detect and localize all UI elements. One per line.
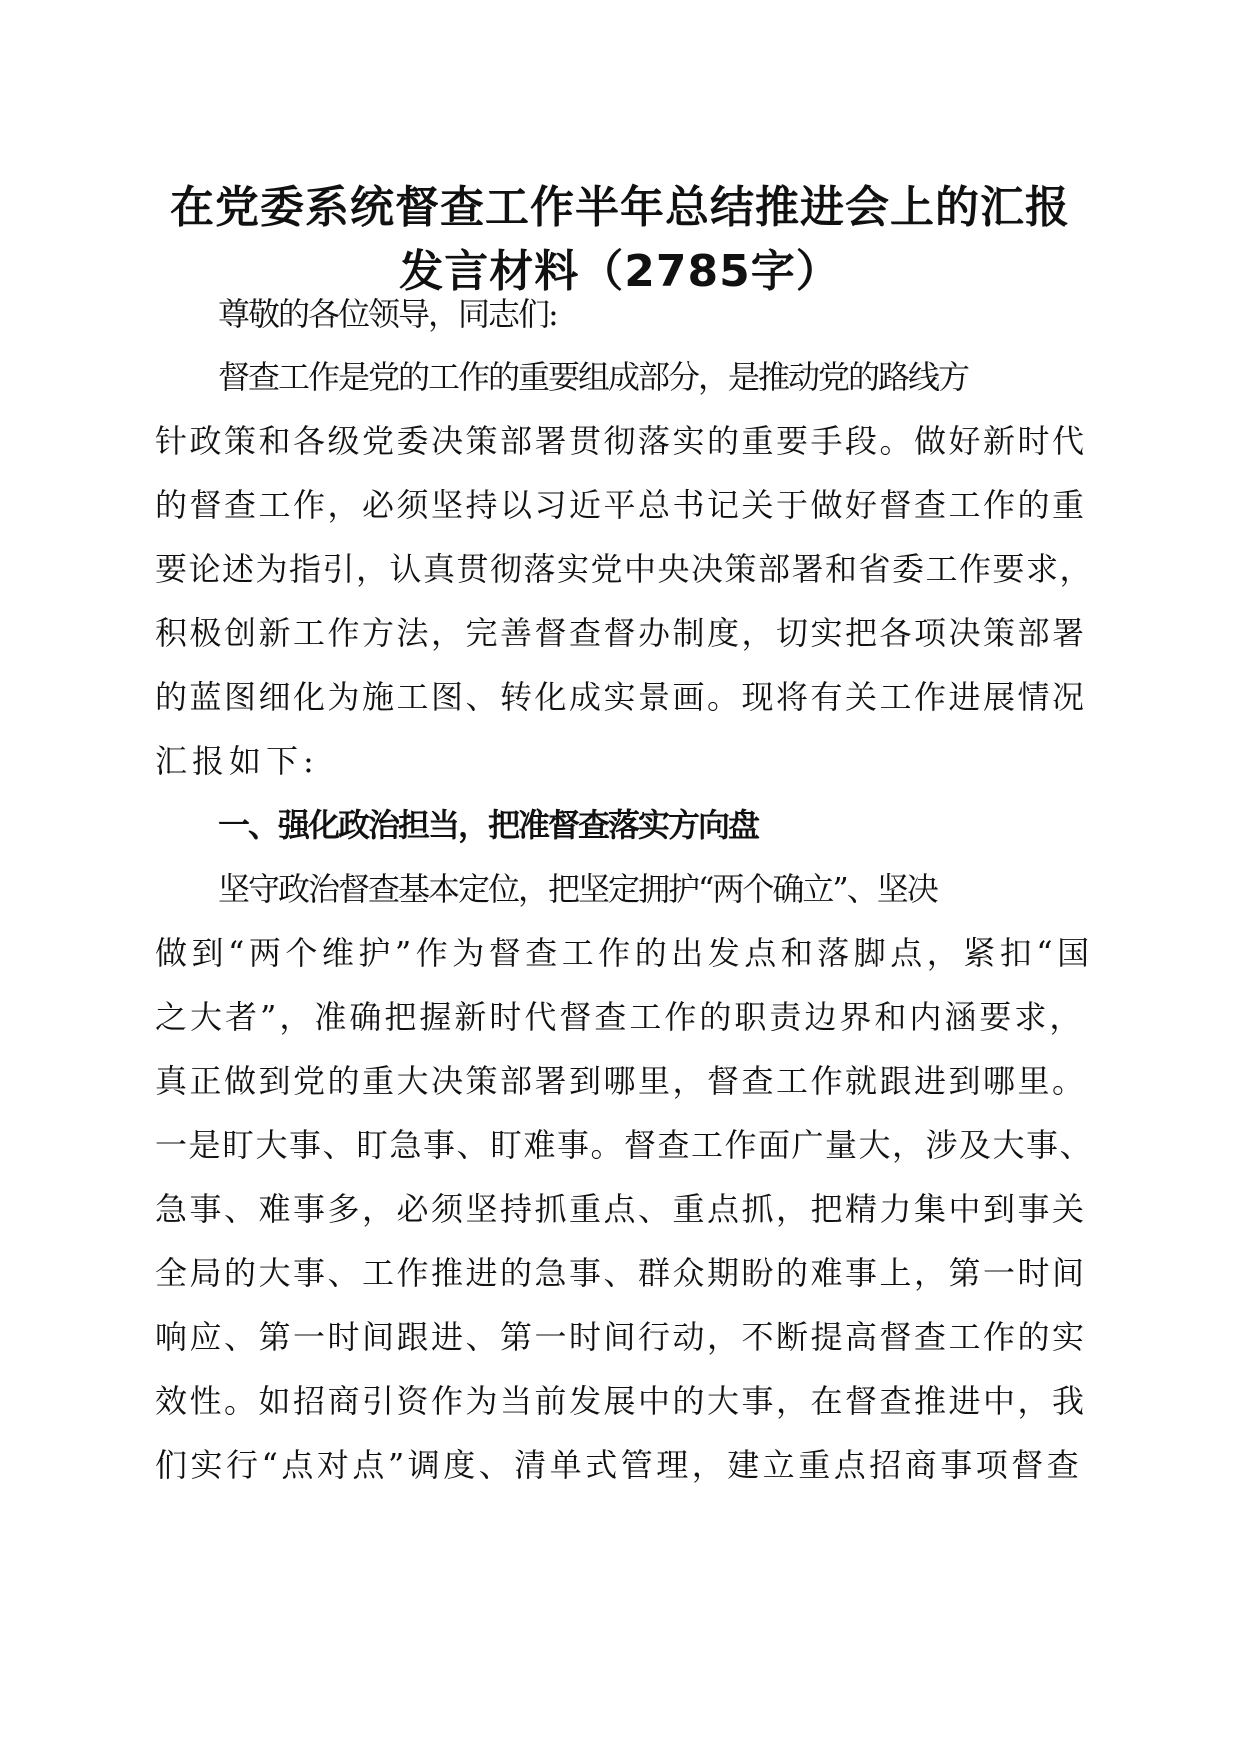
section1-line-2: 做到“两个维护”作为督查工作的出发点和落脚点，紧扣“国 xyxy=(155,934,1094,972)
intro-line-6: 的蓝图细化为施工图、转化成实景画。现将有关工作进展情况 xyxy=(155,678,1087,716)
intro-line-5: 积极创新工作方法，完善督查督办制度，切实把各项决策部署 xyxy=(155,614,1087,652)
section1-line-4: 真正做到党的重大决策部署到哪里，督查工作就跟进到哪里。 xyxy=(155,1062,1087,1100)
salutation: 尊敬的各位领导，同志们: xyxy=(218,295,557,333)
intro-line-1: 督查工作是党的工作的重要组成部分，是推动党的路线方 xyxy=(218,358,969,396)
intro-line-4: 要论述为指引，认真贯彻落实党中央决策部署和省委工作要求， xyxy=(155,550,1094,588)
section1-line-3: 之大者”，准确把握新时代督查工作的职责边界和内涵要求， xyxy=(155,998,1085,1036)
section1-line-10: 们实行“点对点”调度、清单式管理，建立重点招商事项督查 xyxy=(155,1446,1083,1484)
intro-line-2: 针政策和各级党委决策部署贯彻落实的重要手段。做好新时代 xyxy=(155,422,1087,460)
section1-line-6: 急事、难事多，必须坚持抓重点、重点抓，把精力集中到事关 xyxy=(155,1190,1087,1228)
intro-line-7: 汇报如下: xyxy=(155,742,319,780)
section1-line-1: 坚守政治督查基本定位，把坚定拥护“两个确立”、坚决 xyxy=(218,870,937,908)
section1-line-9: 效性。如招商引资作为当前发展中的大事，在督查推进中，我 xyxy=(155,1382,1087,1420)
section1-line-7: 全局的大事、工作推进的急事、群众期盼的难事上，第一时间 xyxy=(155,1254,1087,1292)
document-title-line-1: 在党委系统督查工作半年总结推进会上的汇报 xyxy=(170,182,1070,233)
section-heading-1: 一、强化政治担当，把准督查落实方向盘 xyxy=(218,806,759,844)
section1-line-5: 一是盯大事、盯急事、盯难事。督查工作面广量大，涉及大事、 xyxy=(155,1126,1094,1164)
section1-line-8: 响应、第一时间跟进、第一时间行动，不断提高督查工作的实 xyxy=(155,1318,1087,1356)
intro-line-3: 的督查工作，必须坚持以习近平总书记关于做好督查工作的重 xyxy=(155,486,1087,524)
document-title-line-2: 发言材料（2785字） xyxy=(399,246,841,297)
